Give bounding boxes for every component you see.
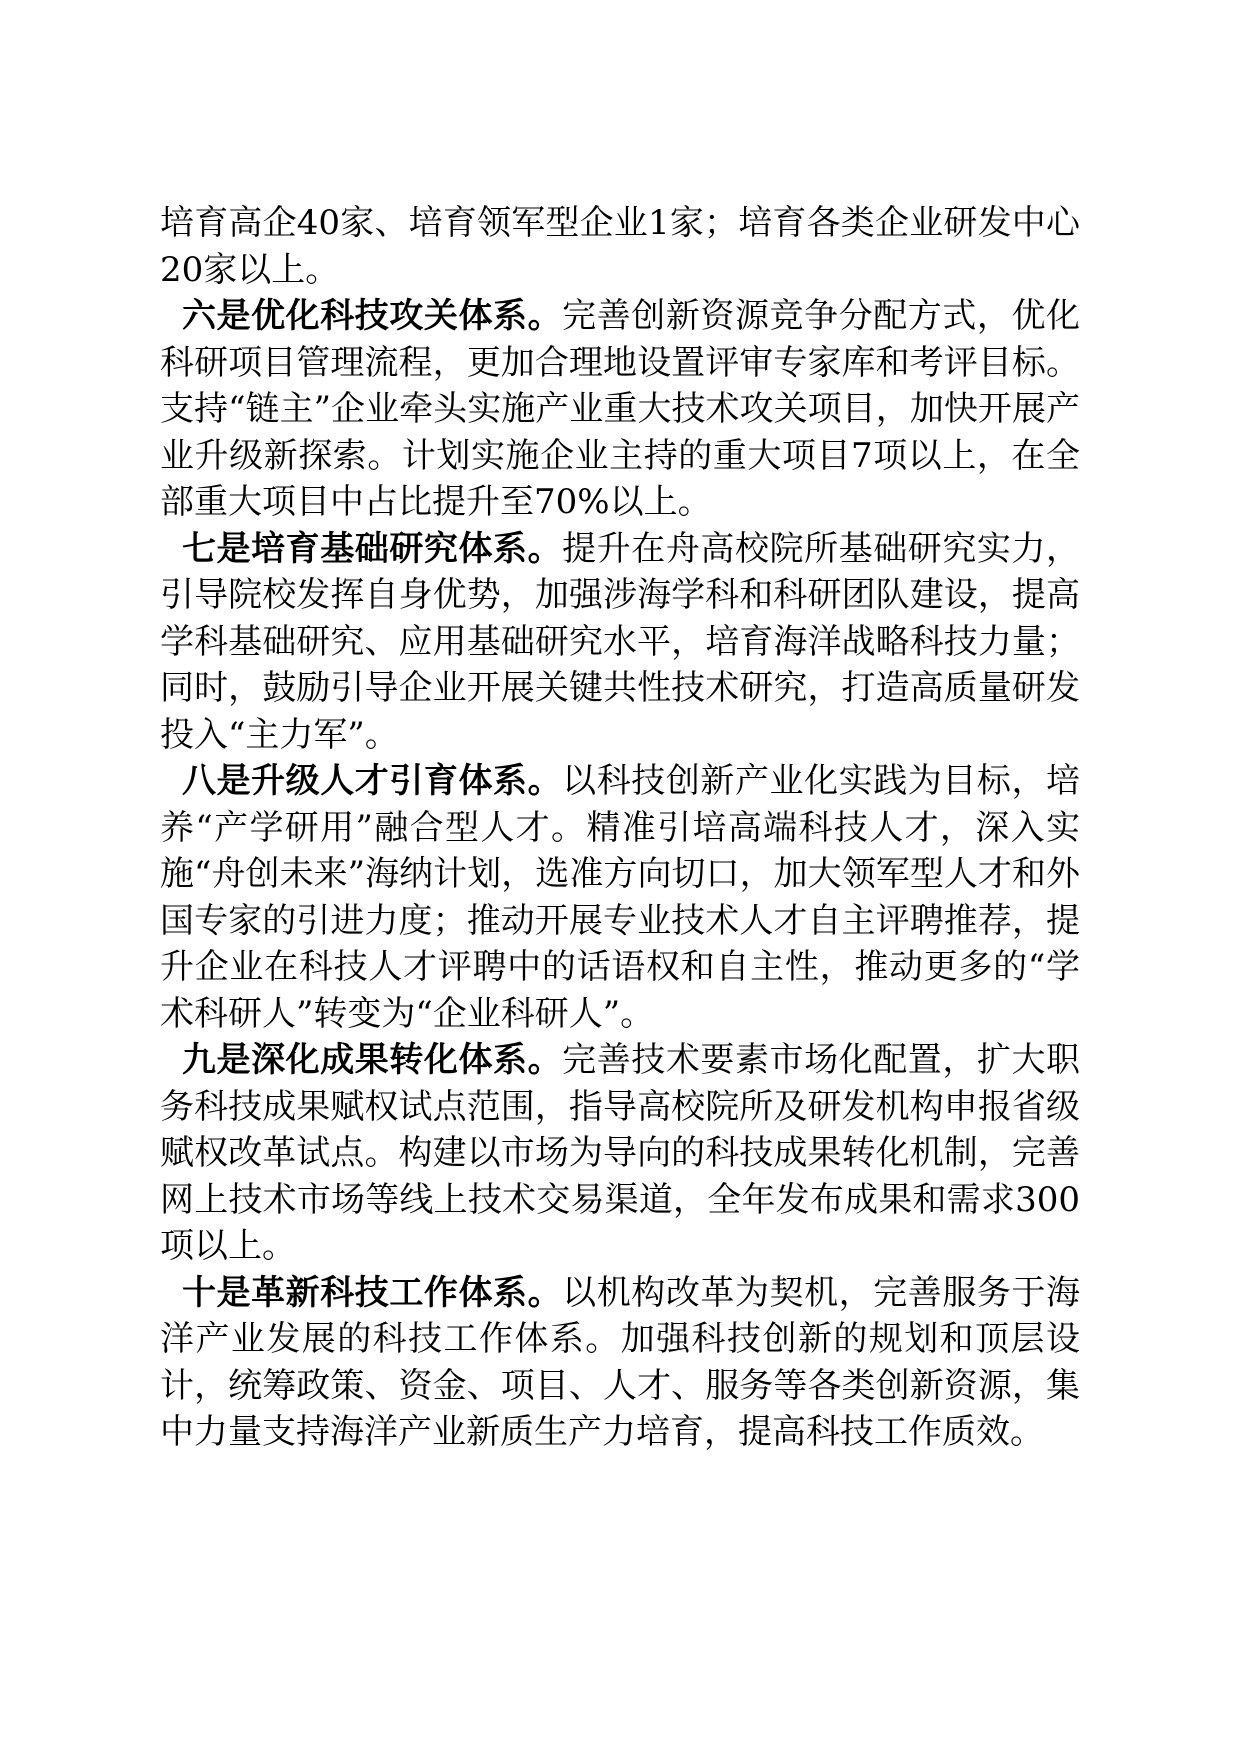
paragraph-text: 以机构改革为契机，完善服务于海洋产业发展的科技工作体系。加强科技创新的规划和顶层设计，统筹政策、资金、项目、人才、服务等各类创新资源，集中力量支持海洋产业新质生产力培育，提高科技工作质效。	[160, 1272, 1081, 1452]
paragraph-text: 提升在舟高校院所基础研究实力，引导院校发挥自身优势，加强涉海学科和科研团队建设，提高学科基础研究、应用基础研究水平，培育海洋战略科技力量；同时，鼓励引导企业开展关键共性技术研究，打造高质量研发投入“主力军”。	[160, 528, 1081, 755]
paragraph-heading: 六是优化科技攻关体系。	[182, 296, 563, 336]
paragraph-heading: 七是培育基础研究体系。	[182, 528, 563, 569]
paragraph-item-9	[160, 1037, 1080, 1270]
paragraph-heading: 九是深化成果转化体系。	[182, 1040, 563, 1080]
paragraph-text: 以科技创新产业化实践为目标，培养“产学研用”融合型人才。精准引培高端科技人才，深入实施“舟创未来”海纳计划，选准方向切口，加大领军型人才和外国专家的引进力度；推动开展专业技术人才自主评聘推荐，提升企业在科技人才评聘中的话语权和自主性，推动更多的“学术科研人”转变为“企业科研人”。	[160, 761, 1081, 1034]
paragraph-continuation	[160, 200, 1080, 293]
paragraph-text: 培育高企40家、培育领军型企业1家；培育各类企业研发中心20家以上。	[160, 203, 1080, 290]
paragraph-text: 完善技术要素市场化配置，扩大职务科技成果赋权试点范围，指导高校院所及研发机构申报省级赋权改革试点。构建以市场为导向的科技成果转化机制，完善网上技术市场等线上技术交易渠道，全年发布成果和需求300项以上。	[160, 1040, 1081, 1266]
paragraph-heading: 十是革新科技工作体系。	[182, 1272, 563, 1313]
paragraph-heading: 八是升级人才引育体系。	[182, 761, 563, 801]
paragraph-item-8	[160, 758, 1080, 1037]
document-page	[160, 200, 1080, 1456]
paragraph-item-7	[160, 526, 1080, 759]
paragraph-item-10	[160, 1270, 1080, 1456]
paragraph-item-6	[160, 293, 1080, 526]
paragraph-text: 完善创新资源竞争分配方式，优化科研项目管理流程，更加合理地设置评审专家库和考评目标。支持“链主”企业牵头实施产业重大技术攻关项目，加快开展产业升级新探索。计划实施企业主持的重大项目7项以上，在全部重大项目中占比提升至70%以上。	[160, 296, 1081, 522]
